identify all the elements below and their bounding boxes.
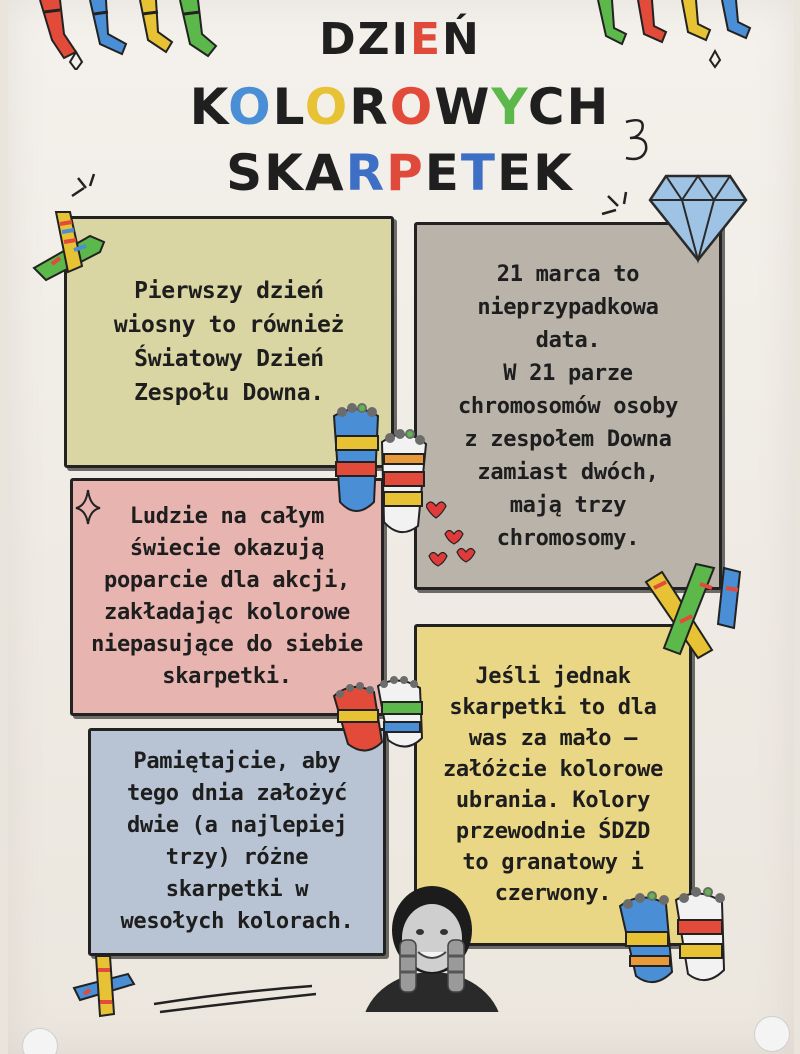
- info-box-clothes-text: Jeśli jednak skarpetki to dla was za mało – załóżcie kolorowe ubrania. Kolory przewodnie ŚDZD to granatowy i czerwony.: [442, 664, 664, 906]
- title-letter: K: [533, 144, 574, 202]
- sock-icon: [592, 0, 762, 80]
- sparkle-icon: [74, 488, 102, 526]
- diamond-icon: [648, 172, 748, 264]
- girl-photo-drawing: [362, 880, 502, 1012]
- sock-icon: [70, 954, 140, 1018]
- sock-icon: [30, 206, 110, 282]
- title-letter: W: [434, 78, 492, 136]
- title-letter: A: [304, 144, 346, 202]
- title-letter-n: Ń: [442, 14, 481, 65]
- girl-photo: [362, 880, 502, 1012]
- title-letter: Y: [491, 78, 528, 136]
- title-letter: E: [424, 144, 461, 202]
- title-letter: O: [304, 78, 350, 136]
- info-box-march-text: 21 marca to nieprzypadkowa data. W 21 parze chromosomów osoby z zespołem Downa zamiast dwóch, mają trzy chromosomy.: [457, 261, 679, 551]
- title-letter: S: [226, 144, 265, 202]
- title-letter-e: E: [409, 14, 443, 65]
- title-letter: P: [386, 144, 425, 202]
- title-letter: K: [264, 144, 305, 202]
- heart-icon: [426, 494, 482, 576]
- sparkle-icon: [598, 190, 638, 220]
- sock-icon: [640, 558, 750, 660]
- title-letter: H: [566, 78, 611, 136]
- title-line-2-text: [190, 78, 611, 136]
- title-letter: R: [349, 78, 390, 136]
- pushpin: [754, 1016, 790, 1052]
- feet-icon: [326, 402, 434, 538]
- title-letter: E: [497, 144, 534, 202]
- title-letter: O: [228, 78, 273, 136]
- title-letter: R: [345, 144, 387, 202]
- info-box-spring-text: Pierwszy dzień wiosny to również Światowy Dzień Zespołu Downa.: [113, 278, 345, 406]
- sock-icon: [30, 0, 230, 70]
- title-letter: K: [189, 78, 229, 136]
- title-letter: O: [389, 78, 435, 136]
- info-box-remember-text: Pamiętajcie, aby tego dnia założyć dwie (a najlepiej trzy) różne skarpetki w wesołych kolorach.: [120, 749, 354, 934]
- scribble-line: [150, 982, 320, 1022]
- title-line-1-text: DZIEŃ: [319, 14, 481, 65]
- title-letter: C: [527, 78, 567, 136]
- info-box-remember: [88, 728, 386, 956]
- title-line-2: [0, 78, 800, 136]
- title-line-3-text: [226, 144, 574, 202]
- title-letter: L: [272, 78, 305, 136]
- squiggle-icon: [618, 114, 668, 166]
- feet-icon: [614, 886, 734, 996]
- feet-icon: [330, 672, 430, 762]
- title-letter: T: [460, 144, 497, 202]
- sparkle-icon: [64, 170, 104, 200]
- info-box-support-text: Ludzie na całym świecie okazują poparcie dla akcji, zakładając kolorowe niepasujące do siebie skarpetki.: [91, 504, 363, 689]
